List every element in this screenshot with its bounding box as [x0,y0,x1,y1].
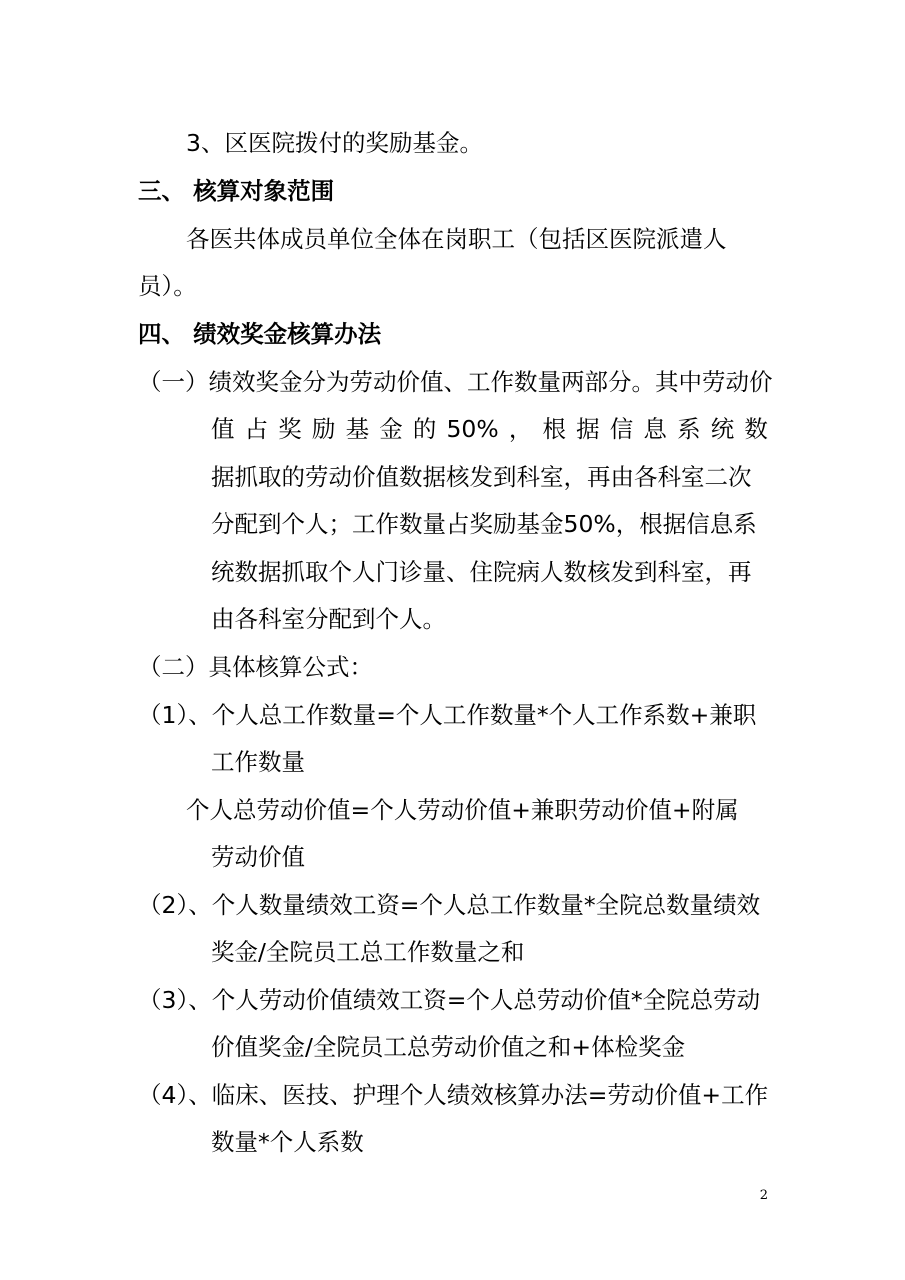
scope-paragraph-line-1: 各医共体成员单位全体在岗职工（包括区医院派遣人 [186,225,727,253]
method-1-line-4: 分配到个人；工作数量占奖励基金50%，根据信息系 [211,510,757,538]
spaced-char: 奖 [278,415,302,443]
spaced-char: 励 [311,415,336,443]
method-1-line-1: （一）绩效奖金分为劳动价值、工作数量两部分。其中劳动价 [138,368,773,396]
formula-2-line-1: （2）、个人数量绩效工资=个人总工作数量*全院总数量绩效 [138,891,761,919]
formula-1b-line-1: 个人总劳动价值=个人劳动价值+兼职劳动价值+附属 [186,796,739,824]
scope-paragraph-line-2: 员）。 [138,272,197,300]
formula-heading: （二）具体核算公式： [138,653,373,681]
formula-1-line-2: 工作数量 [211,748,305,776]
spaced-char: 占 [244,415,269,443]
formula-3-line-1: （3）、个人劳动价值绩效工资=个人总劳动价值*全院总劳动 [138,986,761,1014]
page-number: 2 [759,1188,768,1203]
spaced-char: 据 [576,415,600,443]
formula-1b-line-2: 劳动价值 [211,843,305,871]
formula-4-line-2: 数量*个人系数 [211,1128,364,1156]
spaced-char: 信 [609,415,634,443]
method-1-line-6: 由各科室分配到个人。 [211,605,446,633]
formula-1-line-1: （1）、个人总工作数量=个人工作数量*个人工作系数+兼职 [138,701,757,729]
spaced-char: 值 [211,415,235,443]
spaced-char: 息 [643,415,667,443]
spaced-char: 系 [677,415,701,443]
spaced-char: 统 [710,415,735,443]
formula-3-line-2: 价值奖金/全院员工总劳动价值之和+体检奖金 [211,1033,686,1061]
funding-source-item-3: 3、区医院拨付的奖励基金。 [186,129,483,157]
formula-2-line-2: 奖金/全院员工总工作数量之和 [211,938,525,966]
section-4-heading: 四、 绩效奖金核算办法 [138,320,382,348]
spaced-char: ， [508,415,533,443]
formula-4-line-1: （4）、临床、医技、护理个人绩效核算办法=劳动价值+工作 [138,1081,769,1109]
spaced-char: 基 [345,415,370,443]
spaced-char: 的 [412,415,437,443]
spaced-char: 50% [446,415,499,443]
method-1-line-3: 据抓取的劳动价值数据核发到科室，再由各科室二次 [211,463,752,491]
method-1-line-2 [211,414,768,444]
section-3-heading: 三、 核算对象范围 [138,177,335,205]
method-1-line-5: 统数据抓取个人门诊量、住院病人数核发到科室，再 [211,558,752,586]
spaced-char: 金 [379,415,403,443]
spaced-char: 根 [542,415,566,443]
spaced-char: 数 [744,415,768,443]
